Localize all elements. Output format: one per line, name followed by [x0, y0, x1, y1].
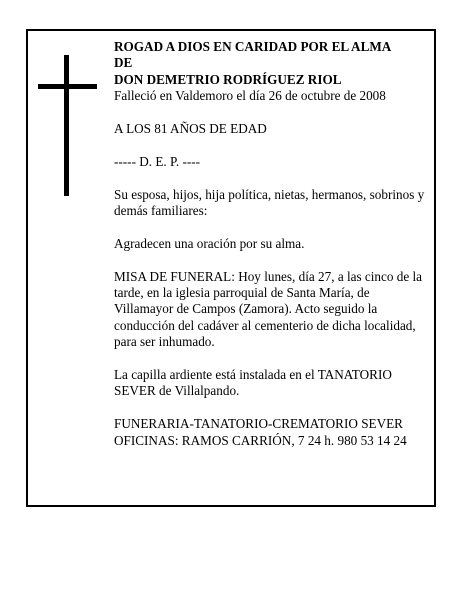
heading-line-1: ROGAD A DIOS EN CARIDAD POR EL ALMA	[114, 39, 392, 54]
mass-paragraph: MISA DE FUNERAL: Hoy lunes, día 27, a las cinco de la tarde, en la iglesia parroquial de Santa María, de Villamayor de Campos (Zamora). Acto seguido la conducción del cadáver al cementerio de dicha localidad, para ser inhumado.	[114, 268, 423, 350]
obituary-text	[114, 39, 428, 449]
age-line: A LOS 81 AÑOS DE EDAD	[114, 121, 267, 137]
family-paragraph: Su esposa, hijos, hija política, nietas, hermanos, sobrinos y demás familiares:	[114, 186, 425, 219]
chapel-paragraph: La capilla ardiente está instalada en el TANATORIO SEVER de Villalpando.	[114, 367, 392, 399]
heading-line-2: DE	[114, 55, 133, 71]
cross-horizontal-bar	[38, 84, 97, 89]
cross-vertical-bar	[64, 55, 69, 196]
funeral-home-line-2: OFICINAS: RAMOS CARRIÓN, 7 24 h. 980 53 14 24	[114, 432, 407, 448]
funeral-home-line-1: FUNERARIA-TANATORIO-CREMATORIO SEVER	[114, 416, 403, 432]
deceased-name: DON DEMETRIO RODRÍGUEZ RIOL	[114, 71, 342, 87]
rip-line: ----- D. E. P. ----	[114, 153, 201, 169]
thanks-paragraph: Agradecen una oración por su alma.	[114, 235, 305, 251]
death-info: Falleció en Valdemoro el día 26 de octubre de 2008	[114, 88, 386, 104]
